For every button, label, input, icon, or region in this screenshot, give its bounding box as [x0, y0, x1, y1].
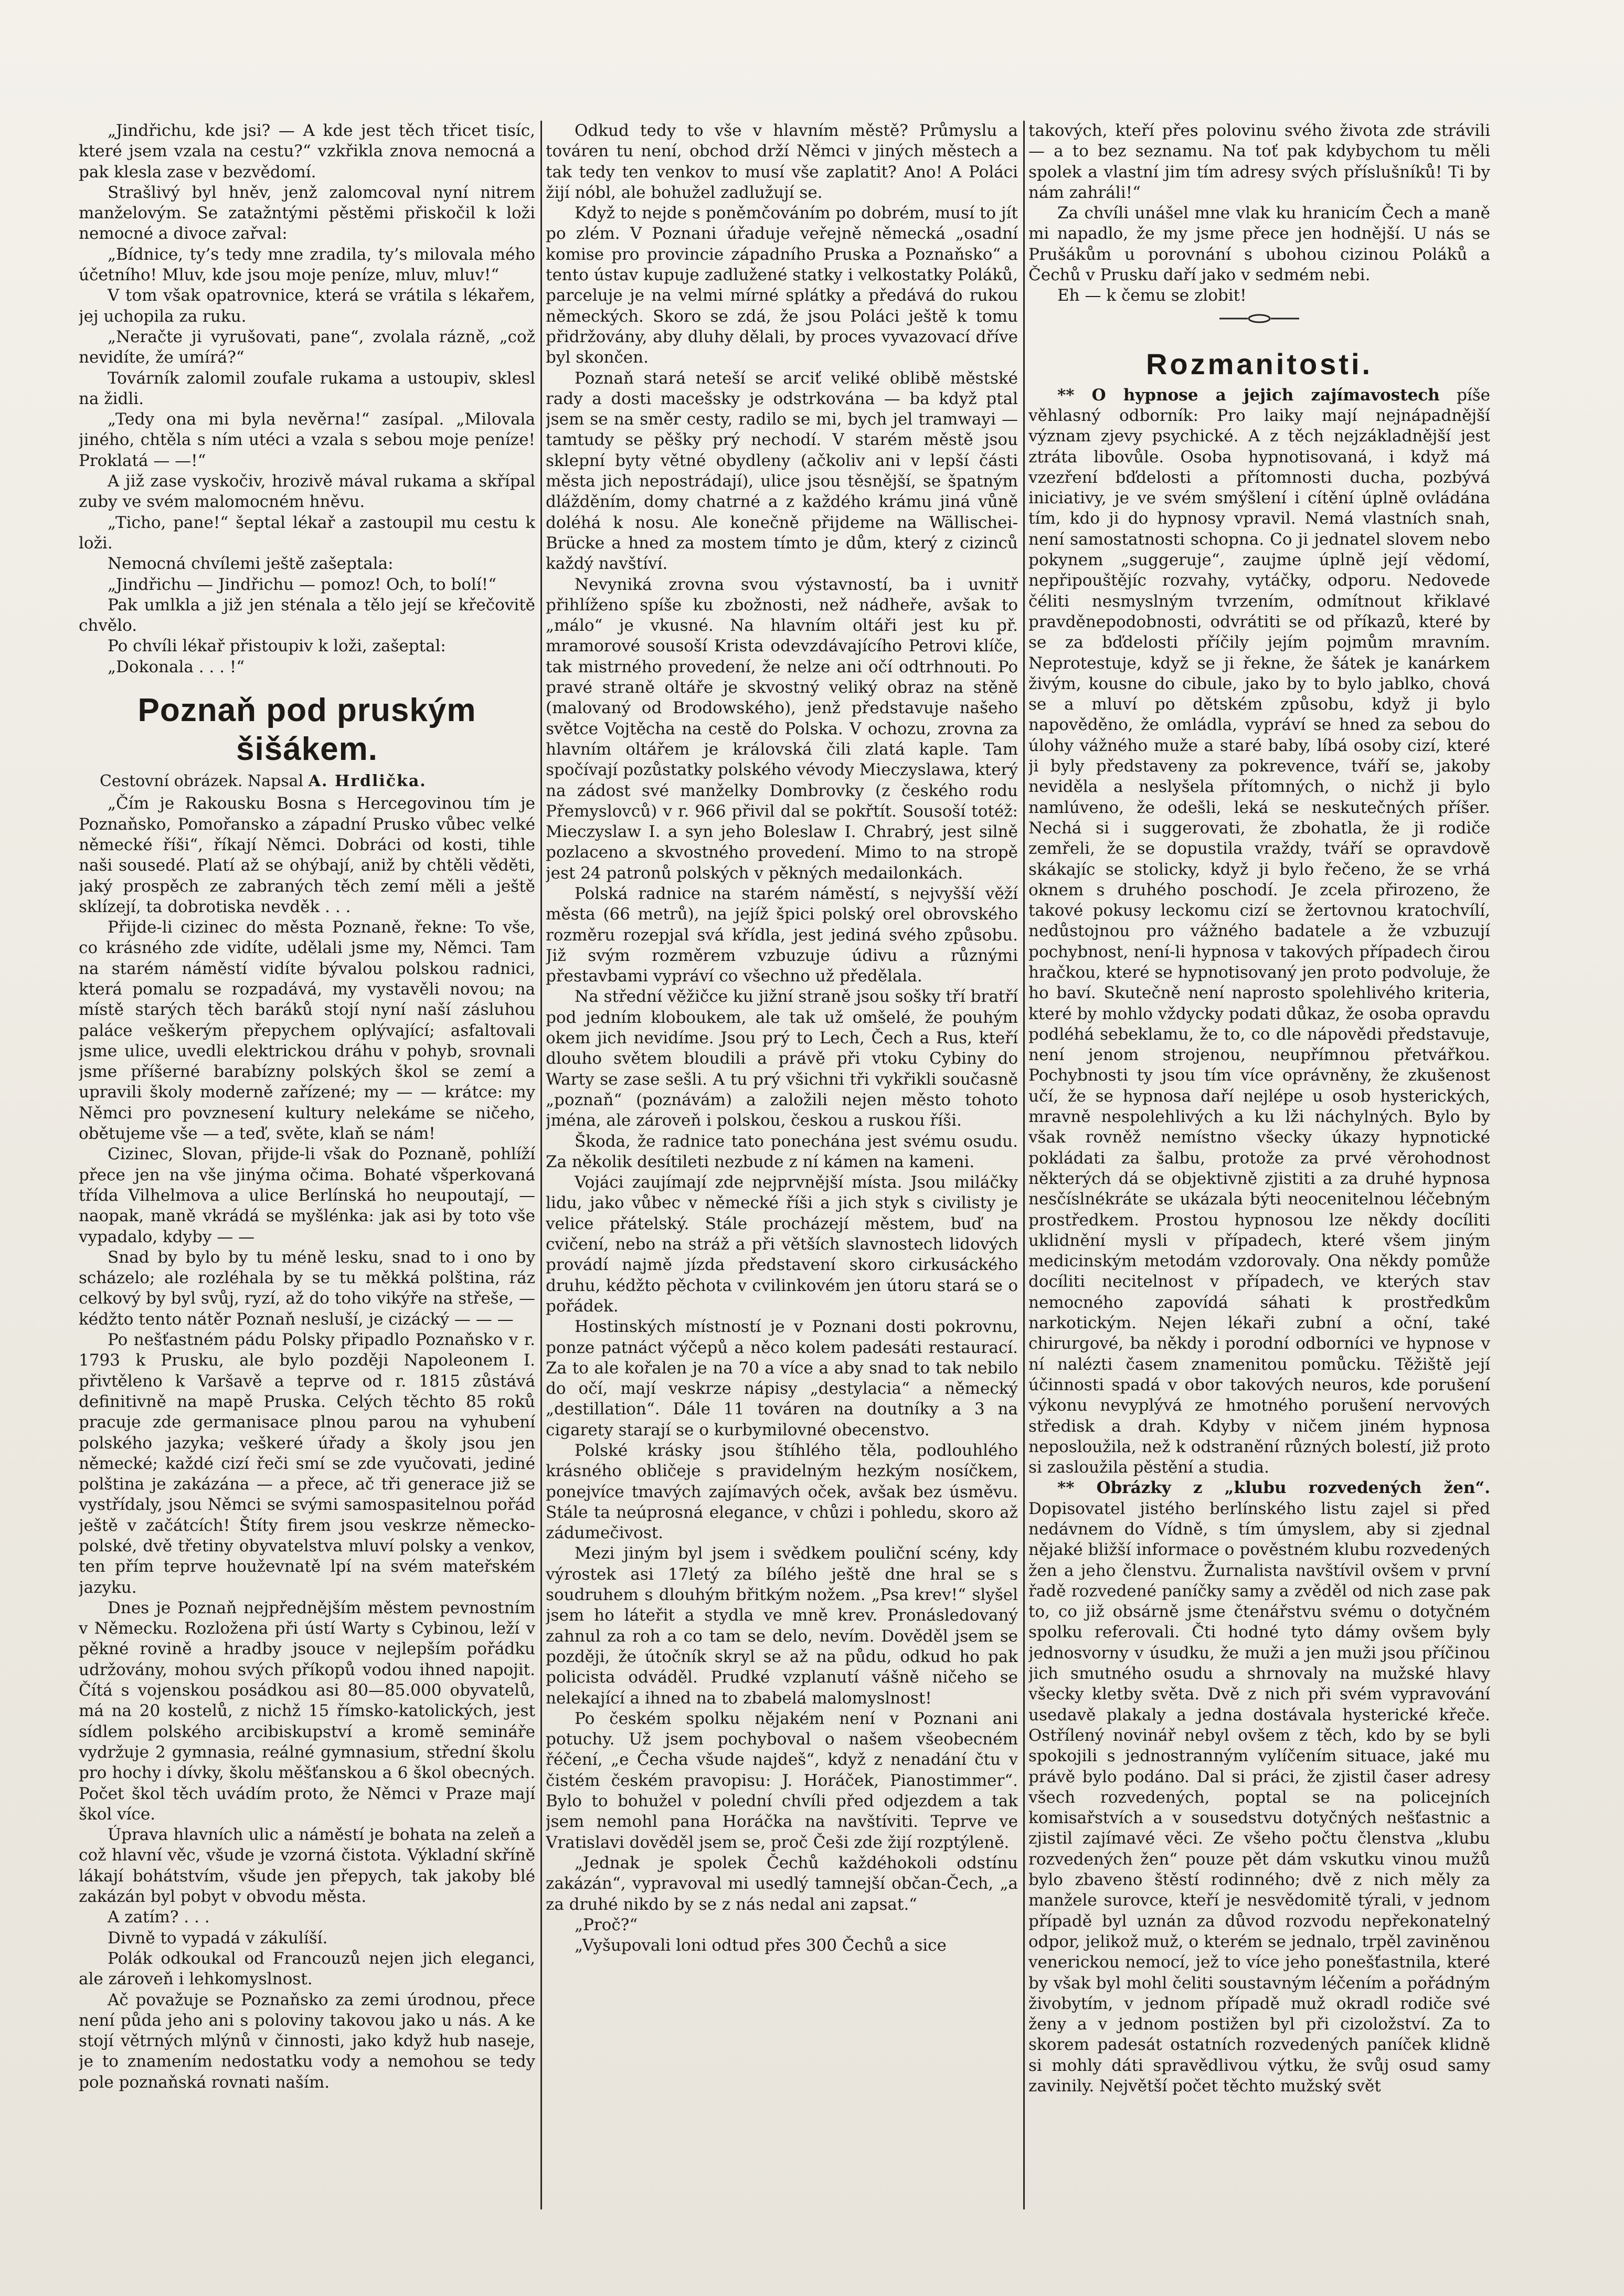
paragraph: Po chvíli lékař přistoupiv k loži, zašeptal:: [108, 637, 446, 656]
paragraph: „Proč?“: [575, 1915, 638, 1934]
column-rule: [540, 121, 542, 2209]
paragraph: Polská radnice na starém náměstí, s nejvyšší věží města (66 metrů), na jejíž špici polský orel obrovského rozměru rozepjal svá křídla, jest jediná svého způsobu. Již svým rozměrem vzbuzuje údivu a různými přestavbami vypráví co všechno už předělala.: [546, 884, 1018, 986]
byline-prefix: Cestovní obrázek. Napsal: [100, 772, 304, 791]
paragraph: Za chvíli unášel mne vlak ku hranicím Čech a maně mi napadlo, že my jsme přece jen hodnější. U nás se Prušákům u porovnání s ubohou cizinou Poláků a Čechů v Prusku daří jako v sedmém nebi.: [1028, 204, 1490, 285]
paragraph: Ač považuje se Poznaňsko za zemi úrodnou, přece není půda jeho ani s poloviny takovou jako u nás. A ke stojí větrných mlýnů v činnosti, jako když hub naseje, je to znamením nedostatku vody a nemohou se tedy pole poznaňská rovnati naším.: [79, 1990, 535, 2092]
paragraph: takových, kteří přes polovinu svého života zde strávili — a to bez seznamu. Na toť pak kdybychom tu měli spolek a vlastní jim tím adresy svých příslušníků! Ti by nám zahráli!“: [1028, 121, 1490, 202]
paragraph: „Jindřichu, kde jsi? — A kde jest těch třicet tisíc, které jsem vzala na cestu?“ vzkřikla znova nemocná a pak klesla zase v bezvědomí.: [79, 121, 535, 182]
paragraph: Nevyniká zrovna svou výstavností, ba i uvnitř přihlíženo spíše ku zbožnosti, než nádheře, avšak to „málo“ je vkusné. Na hlavním oltáři jest ku př. mramorové sousoší Krista odevzdávajícího Petrovi klíče, tak mistrného provedení, že nelze ani očí odtrhnouti. Po pravé straně oltáře je skvostný veliký obraz na stěně (malovaný od Brodowského), jenž představuje našeho světce Vojtěcha na cestě do Polska. V ochozu, zrovna za hlavním oltářem je královská čili zlatá kaple. Tam spočívají pozůstatky polského vévody Mieczyslawa, který na zádost své manželky Dombrovky (z českého rodu Přemyslovců) v r. 966 přivil dal se pokřtít. Sousoší totéž: Mieczyslaw I. a syn jeho Boleslaw I. Chrabrý, jest silně pozlaceno a skvostného provedení. Mimo to na stropě jest 24 patronů polských v pěkných medailonkách.: [546, 575, 1018, 883]
paragraph: Škoda, že radnice tato ponechána jest svému osudu. Za několik desítileti nezbude z ní kámen na kameni.: [546, 1131, 1018, 1171]
paragraph: A již zase vyskočiv, hrozivě mával rukama a skřípal zuby ve svém malomocném hněvu.: [79, 472, 535, 512]
paragraph: Cizinec, Slovan, přijde-li však do Poznaně, pohlíží přece jen na vše jinýma očima. Bohaté všperkovaná třída Vilhelmova a ulice Berlínská ho neupoutají, — naopak, maně vkrádá se myšlénka: jak asi by toto vše vypadalo, kdyby — —: [79, 1145, 535, 1246]
article-body-continued: [546, 121, 1018, 1956]
paragraph: Nemocná chvílemi ještě zašeptala:: [108, 554, 394, 574]
story-ending: [79, 121, 535, 678]
paragraph: Přijde-li cizinec do města Poznaně, řekne: To vše, co krásného zde vidíte, udělali jsme my, Němci. Tam na starém náměstí vidíte bývalou polskou radnici, která pomalu se rozpadává, my vystavěli novou; na místě starých těch baráků stojí nyní naší zásluhou paláce veškerým přepychem oplývající; asfaltovali jsme ulice, uvedli elektrickou dráhu v pohyb, srovnali jsme příšerné barabízny polských škol se zemí a upravili školy moderně zařízené; my — — krátce: my Němci pro povznesení kultury nelekáme se ničeho, obětujeme vše — a teď, světe, klaň se nám!: [79, 918, 535, 1144]
paragraph: „Dokonala . . . !“: [108, 657, 245, 676]
paragraph: Poznaň stará neteší se arciť veliké oblibě městské rady a dosti macešsky je odstrkována — ba když ptal jsem se na směr cesty, radilo se mi, bych jel tramwayi — tamtudy se pěšky prý nechodí. V starém městě jsou sklepní byty větné obydleny (ačkoliv ani v lepší části města jich nepostrádají), ulice jsou těsnější, se špatným dlážděním, domy chatrné a z každého krámu jiná vůně doléhá k nosu. Ale konečně přijdeme na Wällischei-Brücke a hned za mostem tímto je dům, který z cizinců každý navštíví.: [546, 368, 1018, 574]
paragraph: Strašlivý byl hněv, jenž zalomcoval nyní nitrem manželovým. Se zatažntými pěstěmi přiskočil k loži nemocné a divoce zařval:: [79, 183, 535, 244]
article-ending: [1028, 121, 1490, 306]
article-byline: [79, 771, 535, 791]
paragraph: „Jednak je spolek Čechů každéhokoli odstínu zakázán“, vypravoval mi usedlý tamnejší občan-Čech, „a za druhé nikdo by se z nás nedal ani zapsat.“: [546, 1853, 1018, 1914]
note-paragraph: [1028, 1478, 1490, 2097]
paragraph: Na střední věžičce ku jižní straně jsou sošky tří bratří pod jedním kloboukem, ale tak už omšelé, že pouhým okem jich nevidíme. Jsou prý to Lech, Čech a Rus, kteří dlouho světem bloudili a právě při vtoku Cybiny do Warty se zase sešli. A tu prý všichni tři vykřikli současně „poznaň“ (poznávám) a založili nejen město tohoto jména, ale zároveň i polskou, českou a ruskou říši.: [546, 987, 1018, 1130]
paragraph: Když to nejde s poněmčováním po dobrém, musí to jít po zlém. V Poznani úřaduje veřejně německá „osadní komise pro provincie západního Pruska a Poznaňsko“ a tento ústav kupuje zadlužené statky i velkostatky Poláků, parceluje je na velmi mírné splátky a předává do rukou německých. Skoro se zdá, že jsou Poláci ještě k tomu přidržovány, aby dluhy dělali, by proces vyvazovací dříve byl skončen.: [546, 204, 1018, 367]
paragraph: „Bídnice, ty’s tedy mne zradila, ty’s milovala mého účetního! Mluv, kde jsou moje peníze, mluv, mluv!“: [79, 245, 535, 285]
paragraph: „Ticho, pane!“ šeptal lékař a zastoupil mu cestu k loži.: [79, 513, 535, 553]
byline-author: A. Hrdlička.: [308, 772, 427, 791]
paragraph: V tom však opatrovnice, která se vrátila s lékařem, jej uchopila za ruku.: [79, 286, 535, 326]
paragraph: Odkud tedy to vše v hlavním městě? Průmyslu a továren tu není, obchod drží Němci v jiných městech a tak tedy ten venkov to musí vše zaplatit? Ano! A Poláci žijí nóbl, ale bohužel zadlužují se.: [546, 121, 1018, 202]
paragraph: Pak umlkla a již jen sténala a tělo její se křečovitě chvělo.: [79, 595, 535, 636]
paragraph: Polák odkoukal od Francouzů nejen jich eleganci, ale zároveň i lehkomyslnost.: [79, 1949, 535, 1989]
miscellany-notes: [1028, 385, 1490, 2097]
column-left: [79, 121, 535, 2241]
column-middle: [546, 121, 1018, 2241]
paragraph: Úprava hlavních ulic a náměstí je bohata na zeleň a což hlavní věc, všude je vzorná čistota. Výkladní skříně lákají bohátstvím, všude jen přepych, tak jakoby blé zakázán byl pobyt v obvodu města.: [79, 1825, 535, 1907]
column-right: [1028, 121, 1490, 2241]
note-lead: ** Obrázky z „klubu rozvedených žen“.: [1057, 1478, 1490, 1498]
note-paragraph: [1028, 385, 1490, 1478]
note-lead: ** O hypnose a jejich zajímavostech: [1057, 385, 1440, 405]
article-body: [79, 793, 535, 2093]
paragraph: „Neračte ji vyrušovati, pane“, zvolala rázně, „což nevidíte, že umírá?“: [79, 327, 535, 367]
paragraph: „Čím je Rakousku Bosna s Hercegovinou tím je Poznaňsko, Pomořansko a západní Prusko vůbec velké německé říši“, říkají Němci. Dobráci od kosti, tihle naši sousedé. Platí až se ohýbají, aniž by chtěli věděti, jaký prospěch ze zabraných těch zemí měli a ještě sklízejí, ta dobrotiska nevděk . . .: [79, 794, 535, 916]
paragraph: Dnes je Poznaň nejpřednějším městem pevnostním v Německu. Rozložena při ústí Warty s Cybinou, leží v pěkné rovině a hradby jsouce v nejlepším pořádku udržovány, mohou svých příkopů vodou ihned napojit. Čítá s vojenskou posádkou asi 80—85.000 obyvatelů, má na 20 kostelů, z nichž 15 římsko-katolických, jest sídlem polského arcibiskupství a kromě semináře vydržuje 2 gymnasia, reálné gymnasium, střední školu pro hochy i dívky, školu měšťanskou a 6 škol obecných. Počet škol těch uvádím proto, že Němci v Praze mají škol více.: [79, 1598, 535, 1824]
paragraph: „Tedy ona mi byla nevěrna!“ zasípal. „Milovala jiného, chtěla s ním utéci a vzala s sebou moje peníze! Proklatá — —!“: [79, 410, 535, 470]
paragraph: Divně to vypadá v zákulíší.: [108, 1928, 328, 1948]
column-rule: [1023, 121, 1025, 2209]
paragraph: „Vyšupovali loni odtud přes 300 Čechů a sice: [575, 1936, 947, 1955]
article-title: Poznaň pod pruským šišákem.: [137, 692, 476, 768]
paragraph: Mezi jiným byl jsem i svědkem pouliční scény, kdy výrostek asi 17letý za bílého ještě dne hral se s soudruhem s dlouhým břitkým nožem. „Psa krev!“ slyšel jsem ho láteřit a stydla ve mně krev. Pronásledovaný zahnul za roh a co tam se delo, nevím. Dověděl jsem se později, že útočník skryl se až na půdu, odkud ho pak policista odváděl. Prudké vzplanutí vášně ničeho se nelekající a ihned na to zbabelá malomyslnost!: [546, 1544, 1018, 1708]
paragraph: Továrník zalomil zoufale rukama a ustoupiv, sklesl na židli.: [79, 368, 535, 408]
paragraph: Snad by bylo by tu méně lesku, snad to i ono by scházelo; ale rozléhala by se tu měkká polština, ráz celkový by byl svůj, ryzí, až do toho vikýře na střeše, — kédžto tento nátěr Poznaň nesluší, je cizácký — — —: [79, 1247, 535, 1329]
note-text: píše věhlasný odborník: Pro laiky mají nejnápadnější význam zjevy psychické. A z těch nejzákladnější jest ztráta libovůle. Osoba hypnotisovaná, i když má vzezření bďdelosti a přítomnosti ducha, pozbývá iniciativy, je ve svém smýšlení i cítění úplně ovládána tím, kdo ji do hypnosy vpravil. Nemá vlastních snah, není samostatnosti schopna. Co ji jednatel slovem nebo pokynem „suggeruje“, zaujme úplně její vědomí, nepřipouštějíc rozvahy, vytáčky, odporu. Nedovede čéliti nesmyslným tvrzením, odmítnout křiklavé pravděnepodobnosti, odvrátiti se od příkazů, které by se za bďdelosti příčily jejím pojmům mravním. Neprotestuje, když se ji řekne, že šátek je kanárkem živým, kousne do cibule, jako by to bylo jablko, chová se a mluví po dětském způsobu, když ji bylo napověděno, že omládla, vypráví se hned za sebou do úlohy vážného muže a staré baby, líbá osoby cizí, které ji byly představeny za pokrevence, tváří se, jakoby neviděla a neslyšela přítomných, o nichž ji bylo namlúveno, že odešli, leká se neskutečných příšer. Nechá si i suggerovati, že zbohatla, že ji rodiče zemřeli, že se dopustila vraždy, tváří se opravdově skákajíc se stolicky, když ji bylo řečeno, že se vrhá oknem s druhého poschodí. Je zcela přirozeno, že takové pokusy leckomu cizí se žertovnou kratochvílí, nedůstojnou pro vážného badatele a že vzbuzují pochybnost, není-li hypnosa v takových případech čirou hračkou, které se hypnotisovaný jen proto podvoluje, že ho baví. Skutečně není naprosto spolehlivého kriteria, které by mohlo vždycky podati důkaz, že osoba opravdu podléhá sebeklamu, že to, co dle nápovědi představuje, není jenom strojenou, neupřímnou přetvářkou. Pochybnosti ty jsou tím více oprávněny, že zkušenost učí, že se hypnosa daří nejlépe u osob hysterických, mravně nespolehlivých a ku lži náchylných. Bylo by však rovněž nemístno všecky úkazy hypnotické pokládati za šalbu, protože za prvé věrohodnost některých dá se objektivně zjistiti a za druhé hypnosa nesčíslnékráte se ukázala býti neocenitelnou léčebným prostředkem. Prostou hypnosou lze někdy docíliti uklidnění mysli v případech, které všem jiným medicinským metodám vzdorovaly. Ona někdy pomůže docíliti necitelnost v případech, ve kterých stav nemocného zapovídá sáhati k prostředkům narkotickým. Nejen lékaři zubní a oční, také chirurgové, ba někdy i porodní odborníci ve hypnose v ní nalézti časem znamenitou pomůcku. Těžiště její účinnosti spadá v obor takových neuros, kde porušení výkonu nevyplývá ze hmotného porušení nervových středisk a drah. Kdyby v ničem jiném hypnosa neposloužila, než k odstranění různých bolestí, již proto si zasloužila pěstění a studia.: [1028, 385, 1490, 1477]
paragraph: „Jindřichu — Jindřichu — pomoz! Och, to bolí!“: [108, 575, 497, 594]
paragraph: Vojáci zaujímají zde nejprvnější místa. Jsou miláčky lidu, jako vůbec v německé říši a jich styk s civilisty je velice přátelský. Stále procházejí městem, buď na cvičení, nebo na stráž a při větších slavnostech lidových provádí najmě jízda představení skoro cirkusáckého druhu, kédžto pěchota v cvilinkovém jen útoru stará se o pořádek.: [546, 1173, 1018, 1316]
ornament-divider: [1028, 306, 1490, 331]
paragraph: Polské krásky jsou štíhlého těla, podlouhlého krásného obličeje s pravidelným hezkým nosíčkem, ponejvíce tmavých zajímavých oček, avšak bez úsměvu. Stále ta neúprosná elegance, v chůzi i pohledu, skoro až zádumečivost.: [546, 1441, 1018, 1543]
paragraph: Hostinských místností je v Poznani dosti pokrovnu, ponze patnáct výčepů a něco kolem padesáti restaurací. Za to ale kořalen je na 70 a více a aby snad to tak nebilo do očí, mají veskrze nápisy „destylacia“ a německý „destillation“. Dále 11 továren na doutníky a 3 na cigarety starají se o kurbymilovné obecenstvo.: [546, 1317, 1018, 1440]
note-text: Dopisovatel jistého berlínského listu zajel si před nedávnem do Vídně, s tím úmyslem, aby si zjednal nějaké bližší informace o pověstném klubu rozvedených žen a jeho členstvu. Žurnalista navštívil ovšem v první řadě rozvedené paníčky samy a zvěděl od nich zase pak to, co již obsárně jsme čtenářstvu svému o dotyčném spolku referovali. Čti hodné tyto dámy ovšem byly jednosvorny v úsudku, že muži a jen muži jsou příčinou jich smutného osudu a shrnovaly na mužské hlavy všecky kletby světa. Dvě z nich při svém vypravování usedavě plakaly a jedna dostávala hysterické křeče. Ostřílený novinář nebyl ovšem z těch, kdo by se byli spokojili s jednostranným vylíčením situace, jaké mu právě bylo podáno. Dal si práci, že zjistil časer adresy všech rozvedených, poptal se na policejních komisařstvích a v sousedstvu dotyčných nešťastnic a zjistil zajímavé věci. Ze všeho počtu členstva „klubu rozvedených žen“ pouze pět dám vskutku vinou mužů bylo zbaveno štěstí rodinného; dvě z nich měly za manžele surovce, kteří je nesvědomitě týrali, v jednom případě byl uznán za důvod rozvodu nepřekonatelný odpor, jelikož muž, o kterém se jednalo, trpěl zaviněnou venerickou nemocí, jež to více jeho ponešťastnila, které by však byl mohl čeliti soustavným léčením a pořádným živobytím, v jednom případě muž okradl rodiče své ženy a v jednom postižen byl při cizoložství. Za to skorem padesát ostatních rozvedených paníček klidně si mohly dáti spravědlivou výtku, že svůj osud samy zavinily. Největší počet těchto mužský svět: [1028, 1499, 1490, 2096]
paragraph: A zatím? . . .: [108, 1908, 210, 1927]
paragraph: Eh — k čemu se zlobit!: [1057, 286, 1247, 305]
section-title: Rozmanitosti.: [1145, 347, 1373, 380]
paragraph: Po nešťastném pádu Polsky připadlo Poznaňsko v r. 1793 k Prusku, ale bylo později Napoleonem I. přivtěleno k Varšavě a teprve od r. 1815 zůstává definitivně na mapě Pruska. Celých těchto 85 roků pracuje zde germanisace plnou parou na vyhubení polského jazyka; veškeré úřady a školy jsou jen německé; každé cizí řeči smí se zde vyučovati, jediné polština je zakázána — a přece, ač tři generace již se vystřídaly, jsou Němci se svými samospasitelnou pořád ještě v začátcích! Štíty firem jsou veskrze německo-polské, dvě třetiny obyvatelstva mluví polsky a venkov, ten přím teprve houževnatě lpí na svém mateřském jazyku.: [79, 1330, 535, 1597]
paragraph: Po českém spolku nějakém není v Poznani ani potuchy. Už jsem pochyboval o našem všeobecném řéčení, „e Čecha všude najdeš“, když z nenadání čtu v čistém českém pravopisu: J. Horáček, Pianostimmer“. Bylo to bohužel v polední chvíli před odjezdem a tak jsem nemohl pana Horáčka na navštíviti. Teprve ve Vratislavi dověděl jsem se, proč Češi zde žijí rozptýleně.: [546, 1709, 1018, 1852]
